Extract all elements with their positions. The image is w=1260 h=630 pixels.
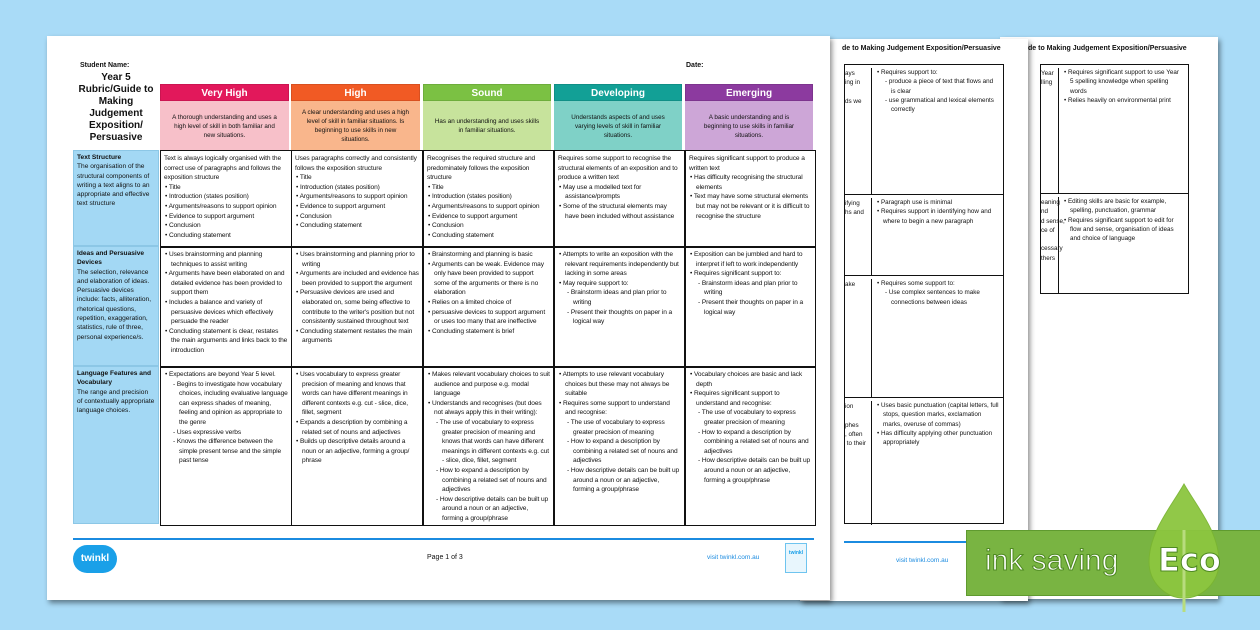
cell-line: • Expectations are beyond Year 5 level. [165,371,276,378]
level-description: Understands aspects of and uses varying levels of skill in familiar situations. [554,101,682,151]
rubric-cell [160,246,292,368]
cell-line: - Uses expressive verbs [173,428,242,436]
cell-line: • Title [165,183,181,191]
cell-line: - The use of vocabulary to express greater precision of meaning [567,418,665,436]
table-row [845,65,1003,195]
background-page-2 [800,39,1028,601]
criterion-language-features-and-vocabulary [73,366,159,524]
table-row [1041,65,1188,194]
level-header-high: High [291,84,420,101]
cell-line: Recognises the required structure and predominately follows the exposition structure [427,155,536,182]
cell-line: • Requires significant support to: [690,270,782,278]
cell-line: • Builds up descriptive details around a noun or an adjective, forming a group/ phrase [296,438,410,465]
cell-line: • Introduction (states position) [296,183,380,191]
criterion-text-structure [73,150,159,246]
level-header-developing: Developing [554,84,682,101]
cell-line: - Brainstorm ideas and plan prior to writing [698,279,798,297]
cell-line: • Concluding statement [165,231,231,239]
level-description: Has an understanding and uses skills in familiar situations. [423,101,551,151]
cell-line: • persuasive devices to support argument or uses too many that are ineffective [428,308,546,326]
page-number: Page 1 of 3 [427,554,463,561]
level-header-sound: Sound [423,84,551,101]
cell-line: • Arguments have been elaborated on and detailed evidence has been provided to support them [165,270,285,297]
table-row [845,398,1003,525]
cell-line: • Concluding statement restates the main arguments [296,327,413,345]
cell-line: • Arguments can be weak. Evidence may only have been provided to support some of the arguments or there is no elaboration [428,260,544,297]
rubric-cell [291,246,423,368]
rubric-cell [291,150,423,248]
cell-line: • Requires some support to: [877,280,955,287]
cell-line: • May require support to: [559,279,629,287]
rubric-table-fragment [1040,64,1189,294]
cell-line: - Brainstorm ideas and plan prior to writing [567,289,667,306]
rubric-cell [291,366,423,526]
page-title: de to Making Judgement Exposition/Persuasive [842,45,1001,52]
cell-line: • Requires significant support to edit for flow and sense, organisation of ideas and choice of language [1064,216,1174,243]
cut-off-text: eaning nd d sense, ce of cessary thers [1041,199,1065,262]
rubric-cell [685,150,816,248]
criterion-name: Text Structure [77,154,122,161]
rubric-cell [685,366,816,526]
rubric-cell [423,150,554,248]
cell-line: • Requires significant support to understand and recognise: [690,390,780,407]
cell-line: • Requires some support to understand and recognise: [559,399,670,417]
cell-line: • Paragraph use is minimal [877,199,952,206]
ink-saving-label: ink saving [985,544,1119,577]
rubric-cell [160,366,292,526]
cell-line: • Has difficulty recognising the structural elements [690,174,803,191]
cut-off-text: Year lling [1041,70,1054,87]
cell-line: • Evidence to support argument [165,212,255,220]
cell-line: • Concluding statement is brief [428,327,515,335]
cell-line: • Evidence to support argument [296,202,386,210]
cell-line: • Conclusion [296,212,332,220]
criterion-description: The selection, relevance and elaboration of ideas. Persuasive devices include: facts, alliteration, rhetorical questions, repetition, exaggeration, statistics, rule of three, personal experience/s. [77,268,152,341]
cell-line: Text is always logically organised with the correct use of paragraphs and follows the exposition structure [164,155,282,182]
cell-line: Uses paragraphs correctly and consistently follows the exposition structure [295,155,417,172]
table-cell [1058,68,1188,193]
cell-line: Requires some support to recognise the structural elements of an exposition and to produce a written text [558,155,678,182]
cell-line: • Some of the structural elements may have been included without assistance [559,202,675,220]
cell-line: • Conclusion [428,222,464,230]
cell-line: - produce a piece of text that flows and is clear [885,78,994,95]
cell-line: - Present their thoughts on paper in a logical way [567,308,673,326]
cell-line: • Includes a balance and variety of persuasive devices which effectively persuade the reader [165,298,274,326]
rubric-cell [554,150,685,248]
cell-line: Requires significant support to produce a written text [689,155,805,172]
rubric-cell [160,150,292,248]
cell-line: - The use of vocabulary to express greater precision of meaning [698,409,796,426]
cell-line: • Uses brainstorming and planning prior to writing [296,251,415,268]
level-description: A thorough understanding and uses a high level of skill in both familiar and new situations. [160,101,289,151]
cell-line: • Conclusion [165,222,201,230]
cell-line: - How descriptive details can be built up around a noun or an adjective, forming a group/phrase [567,466,680,494]
cell-line: • Persuasive devices are used and elaborated on, some being effective to contribute to the writer's position but not consistently sustained throughout text [296,289,415,326]
cell-line: • May use a modelled text for assistance/prompts [559,183,642,201]
cell-line: • Understands and recognises (but does not always apply this in their writing): [428,399,542,417]
cell-line: • Requires significant support to use Year 5 spelling knowledge when spelling words [1064,69,1179,95]
quality-badge: twinkl [785,543,807,573]
cell-line: - Begins to investigate how vocabulary choices, including evaluative language can express shades of meaning, feeling and opinion as appropriate to the genre [173,380,288,426]
level-description: A basic understanding and is beginning to use skills in familiar situations. [685,101,813,151]
eco-label: Eco [1158,541,1221,579]
level-header-very-high: Very High [160,84,289,101]
cell-line: - The use of vocabulary to express greater precision of meaning and knows that words can have different meanings in different contexts e.g. cut - slice, dice, fillet, segment [436,418,550,465]
page-title: de to Making Judgement Exposition/Persuasive [1028,45,1187,52]
cell-line: • Concluding statement [428,231,494,239]
footer-divider [73,538,814,540]
rubric-cell [554,366,685,526]
table-cell [871,401,1003,525]
level-description: A clear understanding and uses a high level of skill in familiar situations. Is beginning to use skills in new situations. [291,101,420,151]
cut-off-text: ifying hs and [845,200,864,217]
table-cell [871,279,1003,397]
cut-off-text: ion phes , often to their [845,403,866,448]
cell-line: • Relies on a limited choice of [428,298,512,306]
criterion-description: The range and precision of contextually appropriate language choices. [77,388,155,415]
cut-off-text: ays ing in ds we [845,70,862,105]
criterion-description: The organisation of the structural components of writing a text aligns to an appropriate and effective text structure [77,163,150,208]
twinkl-link[interactable]: visit twinkl.com.au [707,554,760,561]
table-row [845,195,1003,276]
twinkl-link[interactable]: visit twinkl.com.au [896,557,949,564]
cell-line: - How to expand a description by combining a related set of nouns and adjectives [436,466,547,494]
cell-line: • Introduction (states position) [428,193,512,201]
cut-off-text: ake [845,281,856,288]
cell-line: • Brainstorming and planning is basic [428,251,533,258]
cell-line: • Vocabulary choices are basic and lack depth [690,371,803,388]
cell-line: • Relies heavily on environmental print [1064,96,1171,104]
table-cell [871,68,1003,194]
rubric-cell [554,246,685,368]
student-name-label: Student Name: [80,62,130,69]
cell-line: - Present their thoughts on paper in a logical way [698,298,804,316]
cell-line: • Attempts to use relevant vocabulary choices but these may not always be suitable [559,371,670,398]
cell-line: • Title [428,183,444,191]
cell-line: • Exposition can be jumbled and hard to interpret if left to work independently [690,251,803,268]
cell-line: • Has difficulty applying other punctuation appropriately [877,429,993,447]
cell-line: • Attempts to write an exposition with the relevant requirements independently but lacking in some areas [559,251,679,278]
level-header-emerging: Emerging [685,84,813,101]
cell-line: • Evidence to support argument [428,212,518,220]
cell-line: • Uses brainstorming and planning techniques to assist writing [165,251,263,268]
cell-line: • Expands a description by combining a related set of nouns and adjectives [296,418,408,436]
rubric-cell [423,366,554,526]
rubric-cell [423,246,554,368]
criterion-name: Language Features and Vocabulary [77,370,152,387]
cell-line: • Requires support in identifying how and where to begin a new paragraph [877,208,992,225]
cell-line: • Introduction (states position) [165,193,249,201]
cell-line: - use grammatical and lexical elements correctly [885,96,994,114]
criterion-name: Ideas and Persuasive Devices [77,250,145,267]
rubric-cell [685,246,816,368]
cell-line: - How to expand a description by combining a related set of nouns and adjectives [698,428,809,455]
cell-line: • Editing skills are basic for example, spelling, punctuation, grammar [1064,198,1167,215]
cell-line: • Arguments are included and evidence has been provided to support the argument [296,270,419,287]
cell-line: - How to expand a description by combining a related set of nouns and adjectives [567,438,678,465]
cell-line: • Concluding statement [296,222,362,230]
cell-line: • Uses basic punctuation (capital letters, full stops, question marks, exclamation marks, overuse of commas) [877,402,999,428]
cell-line: • Requires support to: [877,69,938,76]
cell-line: • Title [296,174,312,182]
table-row [1041,194,1188,293]
cell-line: - How descriptive details can be built up around a noun or an adjective, forming a group/phrase [436,495,549,522]
cell-line: - How descriptive details can be built up around a noun or an adjective, forming a group/phrase [698,457,811,484]
cell-line: • Concluding statement is clear, restates the main arguments and links back to the introduction [165,327,288,354]
date-label: Date: [686,62,704,69]
cell-line: • Arguments/reasons to support opinion [296,193,408,201]
table-cell [871,198,1003,275]
cell-line: • Uses vocabulary to express greater precision of meaning and knows that words can have different meanings in different contexts e.g. cut - slice, dice, fillet, segment [296,371,408,417]
rubric-table-fragment [844,64,1004,524]
cell-line: - Use complex sentences to make connections between ideas [885,289,980,306]
table-cell [1058,197,1188,293]
cell-line: - Knows the difference between the simple present tense and the simple past tense [173,438,282,465]
criterion-ideas-and-persuasive-devices [73,246,159,366]
rubric-page [47,36,830,600]
cell-line: • Text may have some structural elements but may not be relevant or it is difficult to recognise the structure [690,193,810,220]
cell-line: • Makes relevant vocabulary choices to suit audience and purpose e.g. modal language [428,371,550,398]
table-row [845,276,1003,398]
cell-line: • Arguments/reasons to support opinion [428,202,540,210]
cell-line: • Arguments/reasons to support opinion [165,202,277,210]
rubric-title: Year 5 Rubric/Guide to Making Judgement Exposition/ Persuasive [78,72,154,143]
twinkl-logo: twinkl [73,545,117,573]
